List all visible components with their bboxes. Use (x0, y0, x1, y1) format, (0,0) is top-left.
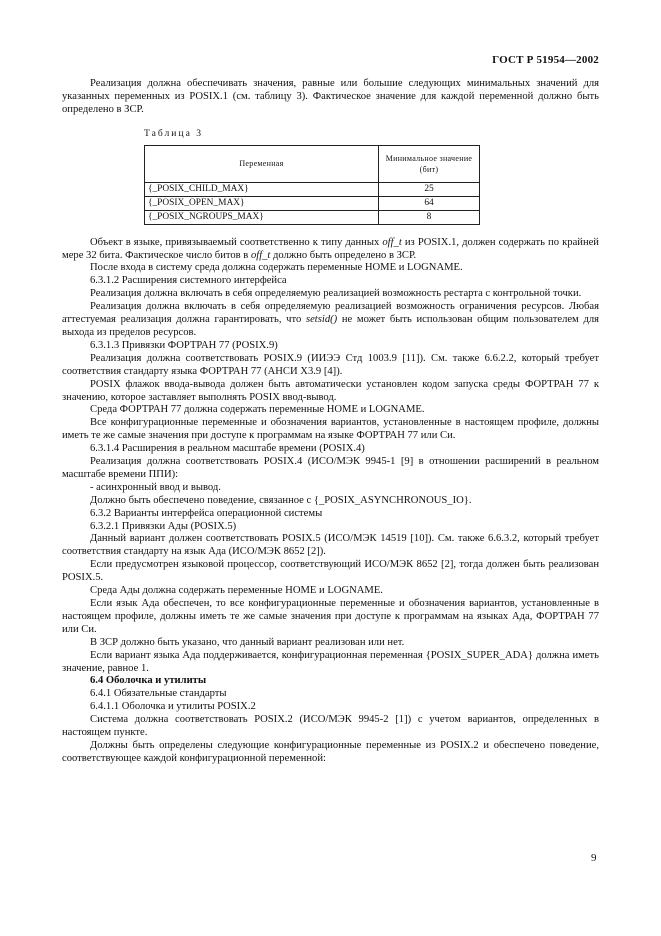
text-segment: из POSIX.1, должен содержать по крайней мере 32 бита. Фактическое число битов в (62, 236, 599, 261)
heading-6-4: 6.4 Оболочка и утилиты (90, 675, 207, 687)
heading-6-4-1: 6.4.1 Обязательные стандарты (90, 688, 227, 700)
table-cell-variable: {_POSIX_OPEN_MAX} (145, 196, 379, 210)
paragraph-shell-1: Система должна соответствовать POSIX.2 (ИСО/МЭК 9945-2 [1]) с учетом вариантов, определенных в настоящем пункте. (62, 714, 599, 739)
text-segment: должно быть определено в ЗСР. (270, 249, 417, 261)
paragraph-login: После входа в систему среда должна содержать переменные HOME и LOGNAME. (90, 262, 463, 274)
table-3 (144, 145, 480, 225)
page-number: 9 (591, 852, 597, 864)
table-cell-value: 25 (379, 182, 480, 196)
paragraph-ada-4: Если язык Ада обеспечен, то все конфигурационные переменные и обозначения вариантов, установленные в настоящем профиле, должны иметь те же самые значения при доступе к программам на языках Ада, ФОРТРАН 77 или Си. (62, 598, 599, 635)
paragraph-realtime-2: - асинхронный ввод и вывод. (90, 481, 221, 493)
table-header-variable: Переменная (145, 145, 379, 182)
paragraph-ada-6: Если вариант языка Ада поддерживается, конфигурационная переменная {POSIX_SUPER_ADA} должна иметь значение, равное 1. (62, 649, 599, 674)
paragraph-shell-2: Должны быть определены следующие конфигурационные переменные из POSIX.2 и обеспечено поведение, соответствующее каждой конфигурационной переменной: (62, 739, 599, 764)
paragraph-fortran-2: POSIX флажок ввода-вывода должен быть автоматически установлен кодом запуска среды ФОРТРАН 77 к значению, которое заставляет выполнять POSIX ввод-вывод. (62, 378, 599, 403)
text-segment: Реализация должна включать в себя определяемую реализацией возможность ограничения ресурсов. Любая аттестуемая реализация должна гарантировать, что (62, 301, 599, 326)
table-caption: Таблица 3 (144, 127, 204, 139)
paragraph-off-t (62, 237, 599, 263)
paragraph-ada-3: Среда Ады должна содержать переменные HOME и LOGNAME. (90, 585, 383, 597)
heading-6-3-1-2: 6.3.1.2 Расширения системного интерфейса (90, 275, 287, 287)
heading-6-3-1-3: 6.3.1.3 Привязки ФОРТРАН 77 (POSIX.9) (90, 339, 278, 351)
table-header-row (145, 145, 480, 182)
heading-6-4-1-1: 6.4.1.1 Оболочка и утилиты POSIX.2 (90, 701, 256, 713)
paragraph-ada-5: В ЗСР должно быть указано, что данный вариант реализован или нет. (90, 636, 405, 648)
table-cell-variable: {_POSIX_CHILD_MAX} (145, 182, 379, 196)
paragraph-realtime-3: Должно быть обеспечено поведение, связанное с {_POSIX_ASYNCHRONOUS_IO}. (90, 494, 472, 506)
heading-6-3-1-4: 6.3.1.4 Расширения в реальном масштабе времени (POSIX.4) (90, 443, 365, 455)
paragraph-realtime-1: Реализация должна соответствовать POSIX.4 (ИСО/МЭК 9945-1 [9] в отношении расширений в реальном масштабе времени ППИ): (62, 456, 599, 480)
table-cell-value: 64 (379, 196, 480, 210)
paragraph-restart: Реализация должна включать в себя определяемую реализацией возможность рестарта с контрольной точки. (90, 288, 582, 300)
text-segment: не может быть использован общим пользователем для выхода из пределов ресурсов. (62, 314, 599, 338)
paragraph-intro: Реализация должна обеспечивать значения, равные или большие следующих минимальных значений для указанных переменных из POSIX.1 (см. таблицу 3). Фактическое значение для каждой переменной должно быть определено в ЗСР. (62, 78, 599, 115)
code-term: off_t (250, 249, 271, 261)
paragraph-fortran-1: Реализация должна соответствовать POSIX.9 (ИИЭЭ Стд 1003.9 [11]). См. также 6.6.2.2, который требует соответствия стандарту языка ФОРТРАН 77 (АНСИ X3.9 [4]). (62, 352, 599, 377)
paragraph-fortran-3: Среда ФОРТРАН 77 должна содержать переменные HOME и LOGNAME. (90, 404, 425, 416)
text-segment: Объект в языке, привязываемый соответственно к типу данных (90, 236, 383, 248)
heading-6-3-2-1: 6.3.2.1 Привязки Ады (POSIX.5) (90, 520, 237, 532)
table-row (145, 182, 480, 196)
table-row (145, 196, 480, 210)
page-content (62, 78, 599, 766)
document-header: ГОСТ Р 51954—2002 (492, 54, 599, 66)
heading-6-3-2: 6.3.2 Варианты интерфейса операционной системы (90, 507, 323, 519)
table-row (145, 210, 480, 224)
code-term: setsid() (305, 314, 338, 326)
paragraph-ada-2: Если предусмотрен языковой процессор, соответствующий ИСО/МЭК 8652 [2], тогда должен быть реализован POSIX.5. (62, 559, 599, 584)
table-cell-value: 8 (379, 210, 480, 224)
paragraph-ada-1: Данный вариант должен соответствовать POSIX.5 (ИСО/МЭК 14519 [10]). См. также 6.6.3.2, который требует соответствия стандарту на язык Ада (ИСО/МЭК 8652 [2]). (62, 533, 599, 558)
table-cell-variable: {_POSIX_NGROUPS_MAX} (145, 210, 379, 224)
table-header-min-value: Минимальное значение (бит) (379, 145, 480, 182)
paragraph-fortran-4: Все конфигурационные переменные и обозначения вариантов, установленные в настоящем профиле, должны иметь те же самые значения при доступе к программам на языке ФОРТРАН 77 или Си. (62, 417, 599, 442)
paragraph-limits (62, 301, 599, 340)
code-term: off_t (382, 236, 402, 248)
